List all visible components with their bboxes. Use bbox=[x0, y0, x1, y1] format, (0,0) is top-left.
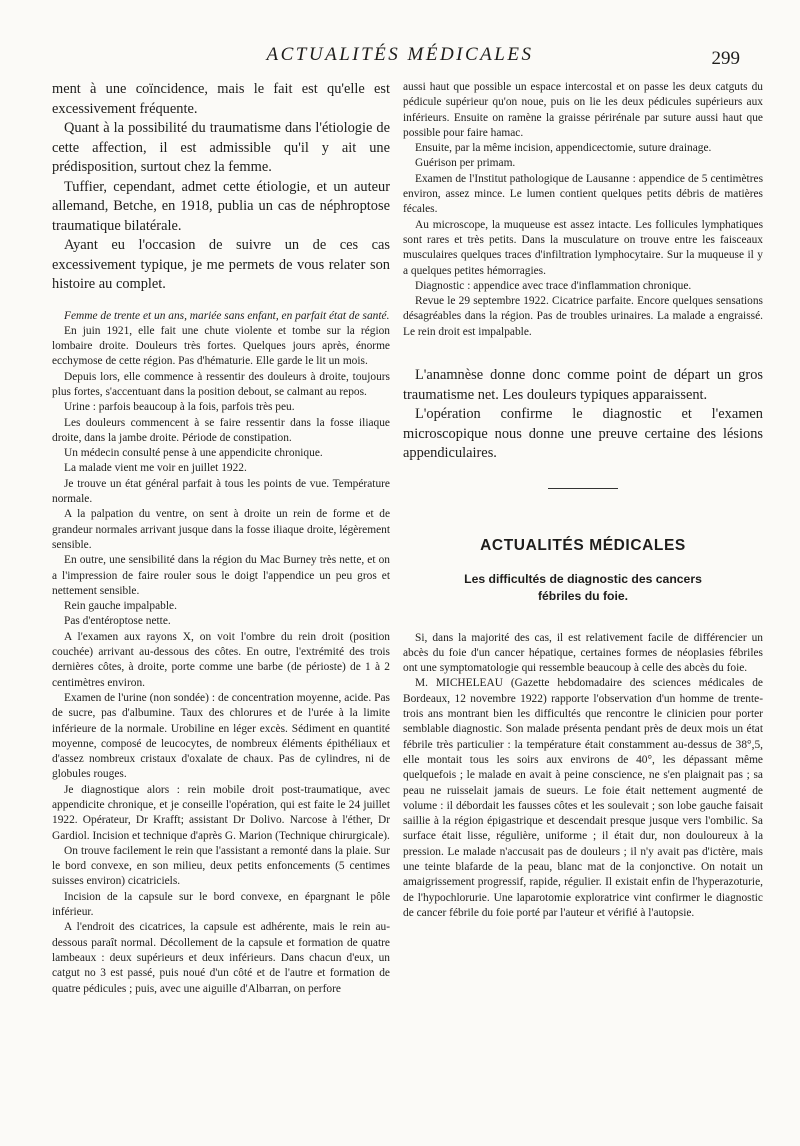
section-title: ACTUALITÉS MÉDICALES bbox=[480, 536, 686, 554]
case-paragraph: En juin 1921, elle fait une chute violente et tombe sur la région lombaire droite. Douleurs très fortes. Quelques jours après, énorme ecchymose de cette région. Pas d'hématurie. Elle garde le lit un mois. bbox=[52, 324, 390, 368]
case-paragraph: Je trouve un état général parfait à tous les points de vue. Température normale. bbox=[52, 477, 390, 506]
case-paragraph: Je diagnostique alors : rein mobile droit post-traumatique, avec appendicite chronique, et je conseille l'opération, qui est faite le 24 juillet 1922. Opérateur, Dr Krafft; assistant Dr Dolivo. Narcose à l'éther, Dr Gardiol. Incision et technique d'après G. Marion (Technique chirurgicale). bbox=[52, 783, 390, 842]
case-paragraph: A l'examen aux rayons X, on voit l'ombre du rein droit (position couchée) arrivant au-dessous des côtes. En outre, l'extrémité des trois dernières côtes, à droite, porte comme une barbe (de périoste) de 1 à 2 centimètres environ. bbox=[52, 630, 390, 689]
case-paragraph: Depuis lors, elle commence à ressentir des douleurs à droite, toujours plus fortes, s'accentuant dans la position debout, se calmant au repos. bbox=[52, 370, 390, 398]
article-paragraph: M. MICHELEAU (Gazette hebdomadaire des sciences médicales de Bordeaux, 12 novembre 1922) rapporte l'observation d'un homme de trente-trois ans montrant bien les difficultés que rencontre le clinicien pour porter semblable diagnostic. Son malade présenta pendant près de deux mois un état fébrile très particulier : la température était constamment au-dessus de 38°,5, elle montait tous les soirs aux environs de 40°, les dépassant même quelquefois ; le malade en avait à peine conscience, ne s'en plaignait pas ; sa peau ne ruisselait jamais de sueurs. Le foie était nettement augmenté de volume : il débordait les fausses côtes et les soulevait ; son lobe gauche faisait saillie à la région épigastrique et descendait presque jusque vers l'ombilic. Sa surface était lisse, régulière, uniforme ; il était dur, non douloureux à la pression. Le malade n'accusait pas de douleurs ; il n'y avait pas d'ictère, mais une teinte blafarde de la peau, blanc mat de la conjonctive. On notait un amaigrissement progressif, rapide, régulier. Il existait enfin de l'hyperazoturie, de l'hypochlorurie. Une laparotomie exploratrice vint confirmer le diagnostic de cancer fébrile du foie porté par l'auteur et vérifié à l'autopsie. bbox=[403, 677, 763, 919]
article-title bbox=[403, 571, 763, 605]
case-heading: Femme de trente et un ans, mariée sans enfant, en parfait état de santé. bbox=[64, 309, 390, 322]
case-paragraph: Guérison per primam. bbox=[415, 157, 516, 170]
case-paragraph: A l'endroit des cicatrices, la capsule est adhérente, mais le rein au-dessous paraît normal. Décollement de la capsule et formation de quatre lambeaux : deux supérieurs et deux inférieurs. Dans chacun d'eux, un catgut no 3 est passé, puis noué d'un côté et de l'autre et formation de quatre pédicules ; puis, avec une aiguille d'Albarran, on perfore bbox=[52, 921, 390, 995]
case-paragraph: Examen de l'urine (non sondée) : de concentration moyenne, acide. Pas de sucre, pas d'albumine. Taux des chlorures et de l'urée à la limite inférieure de la normale. Urobiline en léger excès. Sédiment en quantité moyenne, composé de leucocytes, de nombreux éléments épithéliaux et d'assez nombreux cristaux d'oxalate de chaux. Pas de cylindres, ni de globules rouges. bbox=[52, 691, 390, 781]
case-paragraph: Ensuite, par la même incision, appendicectomie, suture drainage. bbox=[415, 142, 712, 155]
running-title: ACTUALITÉS MÉDICALES bbox=[266, 44, 534, 65]
case-paragraph: La malade vient me voir en juillet 1922. bbox=[64, 462, 247, 475]
article-body bbox=[403, 631, 763, 922]
conclusion-block bbox=[403, 366, 763, 464]
paragraph: Ayant eu l'occasion de suivre un de ces cas excessivement typique, je me permets de vous relater son histoire au complet. bbox=[52, 237, 390, 292]
conclusion-paragraph: L'anamnèse donne donc comme point de départ un gros traumatisme net. Les douleurs typiques apparaissent. bbox=[403, 367, 763, 403]
left-column bbox=[52, 80, 390, 997]
case-paragraph: On trouve facilement le rein que l'assistant a remonté dans la plaie. Sur le bord convexe, en son milieu, deux petits enfoncements (5 centimes suisses environ) cicatriciels. bbox=[52, 844, 390, 888]
section-divider bbox=[548, 488, 618, 489]
article-paragraph: Si, dans la majorité des cas, il est relativement facile de différencier un abcès du foie d'un cancer hépatique, certaines formes de néoplasies fébriles ont une symptomatologie qui ressemble beaucoup à celle des abcès du foie. bbox=[403, 631, 763, 675]
page-number: 299 bbox=[711, 48, 740, 69]
conclusion-paragraph: L'opération confirme le diagnostic et l'examen microscopique nous donne une preuve certaine des lésions appendiculaires. bbox=[403, 406, 763, 462]
case-paragraph: A la palpation du ventre, on sent à droite un rein de forme et de grandeur normales arrivant jusque dans la fosse iliaque droite, légèrement sensible. bbox=[52, 508, 390, 551]
paragraph: Tuffier, cependant, admet cette étiologie, et un auteur allemand, Betche, en 1918, publia un cas de néphroptose traumatique bilatérale. bbox=[52, 178, 390, 234]
case-paragraph: Rein gauche impalpable. bbox=[64, 600, 177, 613]
paragraph: Quant à la possibilité du traumatisme dans l'étiologie de cette affection, il est admissible qu'il y ait une prédisposition, surtout chez la femme. bbox=[52, 120, 390, 175]
case-paragraph: Diagnostic : appendice avec trace d'inflammation chronique. bbox=[415, 279, 692, 292]
case-paragraph: Les douleurs commencent à se faire ressentir dans la fosse iliaque droite, dans la jambe droite. Période de constipation. bbox=[52, 416, 390, 444]
case-paragraph: Examen de l'Institut pathologique de Lausanne : appendice de 5 centimètres environ, assez mince. Le lumen contient quelques petits débris de matières fécales. bbox=[403, 172, 763, 216]
spacer bbox=[52, 295, 390, 309]
case-paragraph: Un médecin consulté pense à une appendicite chronique. bbox=[64, 447, 323, 460]
case-paragraph: Pas d'entéroptose nette. bbox=[64, 615, 171, 628]
case-paragraph: Revue le 29 septembre 1922. Cicatrice parfaite. Encore quelques sensations désagréables dans la région. Pas de troubles urinaires. La malade a engraissé. Le rein droit est impalpable. bbox=[403, 295, 763, 338]
case-paragraph: aussi haut que possible un espace intercostal et on passe les deux catguts du pédicule supérieur qu'on noue, puis on lie les deux pédicules supérieurs aux inférieurs. Ensuite on ramène la graisse périrénale par suture aussi haut que possible pour faire hamac. bbox=[403, 81, 763, 139]
right-column bbox=[403, 80, 763, 921]
paragraph: ment à une coïncidence, mais le fait est qu'elle est excessivement fréquente. bbox=[52, 81, 390, 117]
case-paragraph: En outre, une sensibilité dans la région du Mac Burney très nette, et on a l'impression de faire rouler sous le doigt l'appendice un peu gros et nettement sensible. bbox=[52, 554, 390, 597]
case-paragraph: Incision de la capsule sur le bord convexe, en épargnant le pôle inférieur. bbox=[52, 890, 390, 919]
case-paragraph: Urine : parfois beaucoup à la fois, parfois très peu. bbox=[64, 401, 295, 414]
article-title-line: Les difficultés de diagnostic des cancers bbox=[464, 571, 702, 586]
case-paragraph: Au microscope, la muqueuse est assez intacte. Les follicules lymphatiques sont rares et très petits. Dans la musculature on trouve entre les faisceaux musculaires quelques traces d'infiltration lymphocytaire. Sur la muqueuse il y a quelques petites hémorragies. bbox=[403, 218, 763, 277]
article-title-line: fébriles du foie. bbox=[537, 588, 629, 603]
